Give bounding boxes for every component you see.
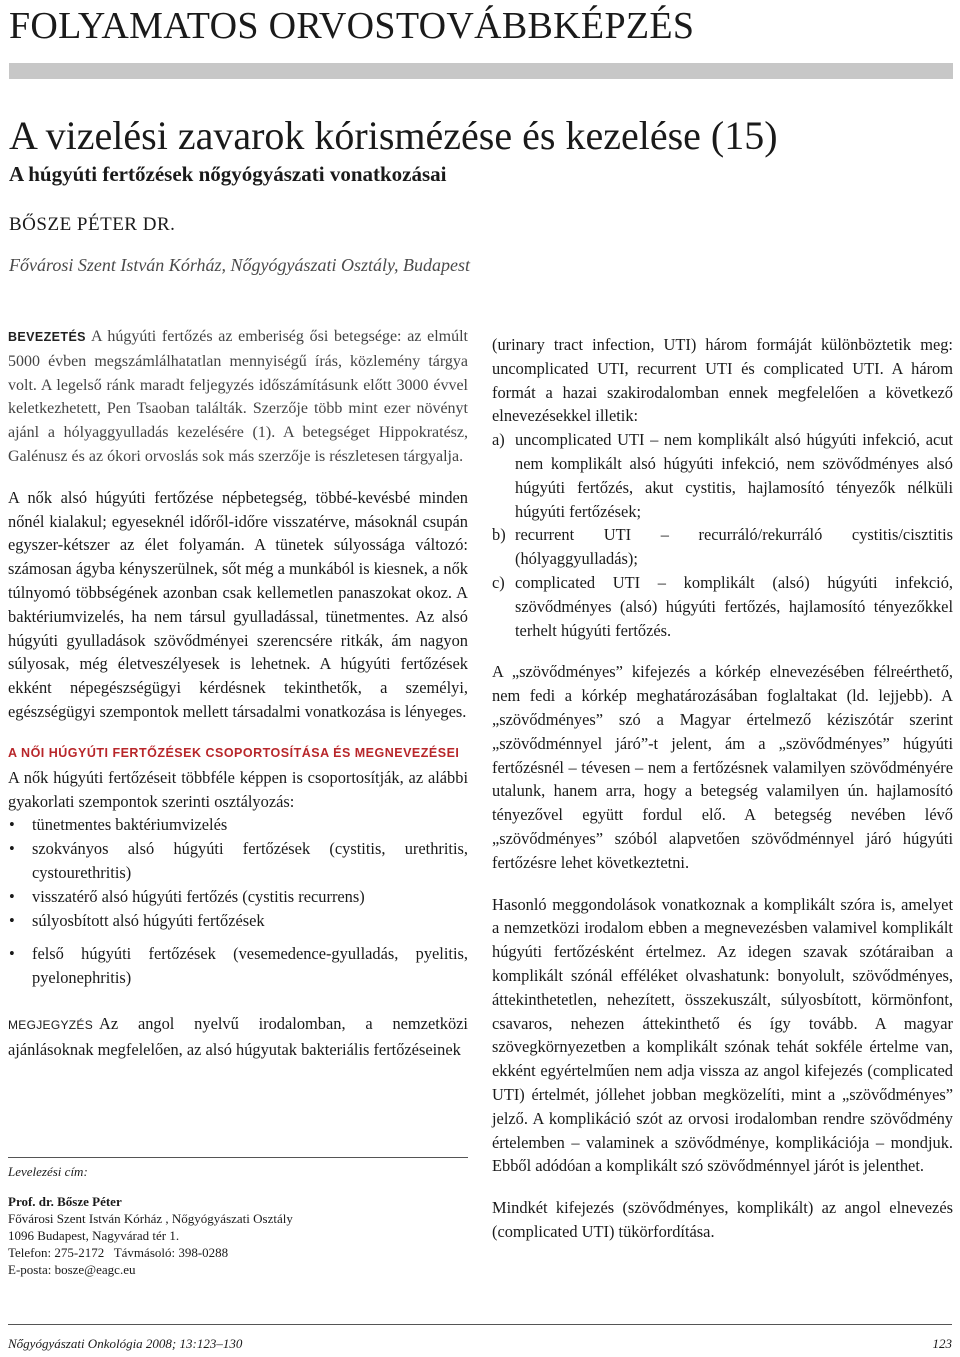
- series-title: FOLYAMATOS ORVOSTOVÁBBKÉPZÉS: [9, 5, 695, 47]
- bullet-icon: •: [9, 815, 15, 835]
- article-subtitle: A húgyúti fertőzések nőgyógyászati vonatkozásai: [9, 162, 447, 186]
- author: BŐSZE PÉTER DR.: [9, 214, 176, 235]
- list-item: c) complicated UTI – komplikált (alsó) húgyúti infekció, szövődményes (alsó) húgyúti fertőzés, hajlamosító tényezőkkel terhelt húgyúti fertőzés.: [492, 572, 953, 640]
- list-item: b) recurrent UTI – recurráló/rekurráló cystitis/cisztitis (hólyaggyulladás);: [492, 525, 953, 569]
- bullet-icon: •: [9, 886, 15, 906]
- contact-name: Prof. dr. Bősze Péter: [8, 1194, 122, 1209]
- correspondence-label: Levelezési cím:: [8, 1164, 88, 1179]
- list-item: a) uncomplicated UTI – nem komplikált alsó húgyúti infekció, acut nem komplikált alsó húgyúti infekció, nem szövődményes alsó húgyúti fertőzés, akut cystitis, hajlamosító tényezők nélküli húgyúti fertőzések;: [492, 430, 953, 521]
- abstract-label: BEVEZETÉS: [8, 330, 86, 344]
- classification-list: [8, 813, 468, 990]
- list-item: • felső húgyúti fertőzések (vesemedence-gyulladás, pyelitis, pyelonephritis): [9, 944, 468, 988]
- article-title: A vizelési zavarok kórismézése és kezelése (15): [9, 113, 778, 158]
- abstract-text: A húgyúti fertőzés az emberiség ősi betegsége: az elmúlt 5000 évben megszámlálhatatlan mennyiségű írás, közlemény tárgya volt. A legelső ránk maradt feljegyzés időszámításunk előtt 3000 évvel keletkezhetett, Pen Tsaoban találták. Szerzője több mint ezer növényt ajánl a hólyaggyulladás kezelésére (1). A betegséget Hippokratész, Galénusz és az ókori orvoslás sok más szerzője is részletesen tárgyalja.: [8, 328, 468, 465]
- list-item: • tünetmentes baktériumvizelés: [8, 813, 468, 837]
- note-paragraph: [8, 1012, 468, 1062]
- section-heading: A NŐI HÚGYÚTI FERTŐZÉSEK CSOPORTOSÍTÁSA ÉS MEGNEVEZÉSEI: [8, 745, 460, 760]
- section-intro: A nők húgyúti fertőzéseit többféle képpen is csoportosítják, az alábbi gyakorlati szempontok szerinti osztályozás:: [8, 767, 468, 811]
- abstract: [8, 325, 468, 469]
- body-paragraph: A nők alsó húgyúti fertőzése népbetegség, többé-kevésbé minden nőnél kialakul; egyeseknél időről-időre visszatérve, másoknál csupán egyszer-kétszer az élet folyamán. A tünetek súlyossága változó: számosan ágyba kényszerülnek, sőt még a munkából is kiesnek, a nők túlnyomó többségének azonban csak kellemetlen panaszokat okoz. A baktériumvizelés, ha nem társul gyulladással, tünetmentes. Az alsó húgyúti gyulladások szövődményei szerencsére ritkák, ám nagyon súlyosak, még életveszélyesek is lehetnek. A húgyúti fertőzések ekként népegészségügyi kérdésnek tekinthetők, a személyi, egészségügyi szempontok mellett társadalmi vonatkozása is lényeges.: [8, 487, 468, 721]
- body-paragraph: Mindkét kifejezés (szövődményes, komplikált) az angol elnevezés (complicated UTI) tükörfordítása.: [492, 1198, 953, 1241]
- note-label: MEGJEGYZÉS: [8, 1017, 94, 1032]
- right-column: [492, 333, 953, 1244]
- list-item: • súlyosbított alsó húgyúti fertőzések: [8, 909, 468, 933]
- correspondence-block: [8, 1163, 468, 1278]
- header-rule: [9, 63, 953, 79]
- body-paragraph: Hasonló meggondolások vonatkoznak a komplikált szóra is, amelyet a nemzetközi irodalom ebben a megnevezésben valamivel komplikált húgyúti fertőzésként értelmez. Az idegen szavak szótáraiban a komplikált szónál efféléket olvashatunk: bonyolult, szövődményes, áttekinthetetlen, nehezített, összekuszált, súlyosbított, körmönfont, csavaros, nehezen áttekinthető és így tovább. A magyar szövegkörnyezetben a komplikált szónak tehát sokféle értelme van, ekként egyértelműen nem adja vissza az angol kifejezés (complicated UTI) értelmét, jóllehet jobban megközelíti, mint a „szövődményes” jelző. A komplikáció szót az orvosi irodalomban rendre szövődmény értelemben – valaminek a szövődménye, komplikációja – mondjuk. Ebből adódóan a komplikált szó szövődménnyel járót is jelenthet.: [492, 894, 953, 1176]
- page-number: 123: [932, 1336, 952, 1351]
- body-paragraph: (urinary tract infection, UTI) három formáját különböztetik meg: uncomplicated UTI, recurrent UTI és complicated UTI. A három formát a hazai szakirodalomban ennek megfelelően a következő elnevezésekkel illetik:: [492, 335, 953, 426]
- bullet-icon: •: [9, 944, 15, 964]
- contact-email: E-posta: bosze@eagc.eu: [8, 1262, 136, 1277]
- journal-citation: Nőgyógyászati Onkológia 2008; 13:123–130: [8, 1336, 243, 1351]
- bullet-icon: •: [9, 910, 15, 930]
- contact-divider: [8, 1157, 468, 1158]
- contact-address: 1096 Budapest, Nagyvárad tér 1.: [8, 1228, 180, 1243]
- footer-rule: [8, 1324, 952, 1325]
- definition-list: [492, 428, 953, 642]
- contact-phone: Telefon: 275-2172 Távmásoló: 398-0288: [8, 1245, 229, 1260]
- left-column: [8, 325, 468, 1062]
- bullet-icon: •: [9, 839, 15, 859]
- note-text: Az angol nyelvű irodalomban, a nemzetközi ajánlásoknak megfelelően, az alsó húgyutak bakteriális fertőzéseinek: [8, 1013, 468, 1059]
- contact-institution: Fővárosi Szent István Kórház , Nőgyógyászati Osztály: [8, 1211, 293, 1226]
- list-item: • szokványos alsó húgyúti fertőzések (cystitis, urethritis, cystourethritis): [9, 839, 468, 882]
- body-paragraph: A „szövődményes” kifejezés a kórkép elnevezésében félreérthető, nem fedi a kórkép meghatározásában foglaltakat (ld. lejjebb). A „szövődményes” szó a Magyar értelmező kéziszótár szerint „szövődménnyel járó”-t jelent, ám a „szövődményes” húgyúti fertőzésnél – tévesen – nem a fertőzésnek valamilyen szövődményére utalunk, hanem arra, hogy a betegség valamilyen ún. hajlamosító tényezővel együtt fordul elő. A betegség nevében lévő „szövődményes” szóból alapvetően szövődménnyel járó húgyúti fertőzésre lehet következtetni.: [492, 662, 953, 872]
- list-item: • visszatérő alsó húgyúti fertőzés (cystitis recurrens): [8, 885, 468, 909]
- affiliation: Fővárosi Szent István Kórház, Nőgyógyászati Osztály, Budapest: [9, 255, 470, 275]
